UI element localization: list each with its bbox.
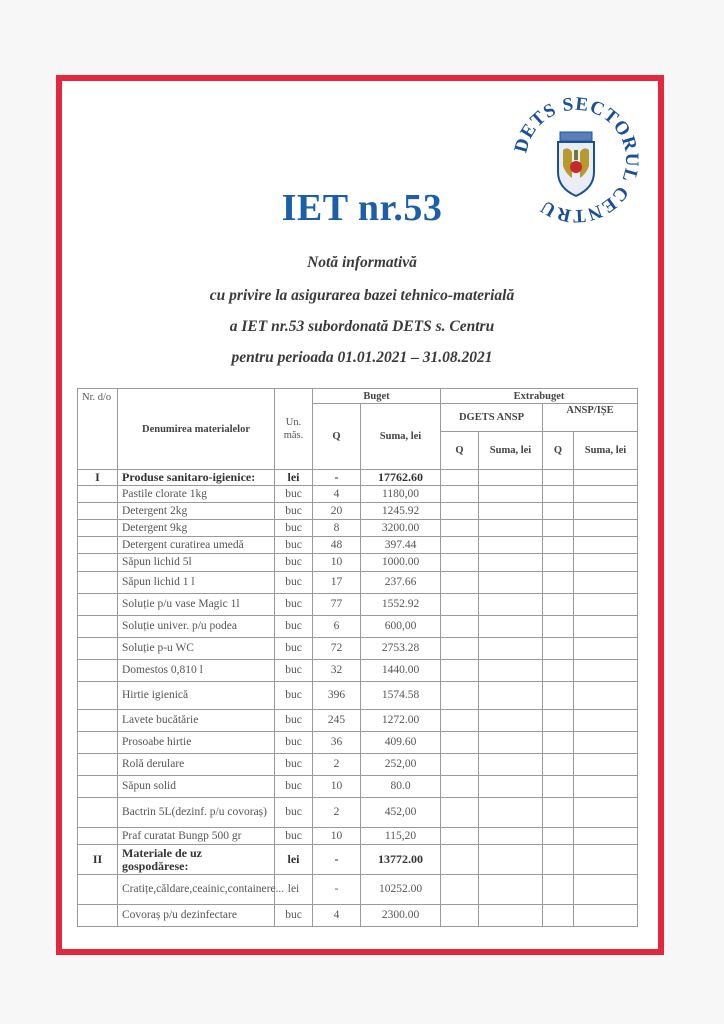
header-ansp-q: Q: [543, 432, 574, 470]
table-row: [78, 798, 638, 828]
row-number-cell: [78, 776, 118, 798]
unit-cell: buc: [275, 486, 313, 503]
buget-quantity-cell: 2: [313, 754, 361, 776]
ansp-quantity-cell: [543, 594, 574, 616]
ansp-quantity-cell: [543, 828, 574, 845]
unit-cell: buc: [275, 754, 313, 776]
dgets-quantity-cell: [441, 537, 479, 554]
table-row: [78, 710, 638, 732]
material-name-cell: Praf curatat Bungp 500 gr: [118, 828, 275, 845]
dgets-sum-cell: [479, 486, 543, 503]
dgets-quantity-cell: [441, 732, 479, 754]
dgets-sum-cell: [479, 537, 543, 554]
header-extrabuget: Extrabuget: [441, 389, 638, 404]
logo-ring-text: DETS SECTORUL CENTRU: [510, 93, 643, 227]
ansp-sum-cell: [574, 537, 638, 554]
material-name-cell: Săpun lichid 5l: [118, 554, 275, 572]
dgets-sum-cell: [479, 520, 543, 537]
material-name-cell: Materiale de uz gospodărese:: [118, 845, 275, 875]
table-row: [78, 905, 638, 927]
buget-quantity-cell: 396: [313, 682, 361, 710]
buget-sum-cell: 10252.00: [361, 875, 441, 905]
ansp-sum-cell: [574, 486, 638, 503]
ansp-sum-cell: [574, 828, 638, 845]
unit-cell: buc: [275, 572, 313, 594]
unit-cell: buc: [275, 798, 313, 828]
table-row: [78, 875, 638, 905]
dgets-sum-cell: [479, 710, 543, 732]
buget-quantity-cell: 6: [313, 616, 361, 638]
dgets-quantity-cell: [441, 616, 479, 638]
buget-quantity-cell: 2: [313, 798, 361, 828]
ansp-quantity-cell: [543, 660, 574, 682]
dgets-quantity-cell: [441, 572, 479, 594]
dgets-sum-cell: [479, 732, 543, 754]
ansp-sum-cell: [574, 616, 638, 638]
dgets-sum-cell: [479, 845, 543, 875]
ansp-sum-cell: [574, 682, 638, 710]
ansp-quantity-cell: [543, 616, 574, 638]
unit-cell: buc: [275, 776, 313, 798]
dgets-sum-cell: [479, 594, 543, 616]
ansp-quantity-cell: [543, 638, 574, 660]
row-number-cell: [78, 875, 118, 905]
row-number-cell: [78, 537, 118, 554]
table-row: [78, 594, 638, 616]
unit-cell: buc: [275, 520, 313, 537]
dgets-quantity-cell: [441, 594, 479, 616]
header-buget: Buget: [313, 389, 441, 404]
unit-cell: lei: [275, 845, 313, 875]
dgets-sum-cell: [479, 905, 543, 927]
buget-quantity-cell: -: [313, 875, 361, 905]
row-number-cell: [78, 660, 118, 682]
dgets-quantity-cell: [441, 520, 479, 537]
header-nr: Nr. d/o: [78, 389, 118, 470]
header-unit: Un. măs.: [275, 389, 313, 470]
header-ansp-suma: Suma, lei: [574, 432, 638, 470]
buget-quantity-cell: -: [313, 470, 361, 486]
row-number-cell: [78, 638, 118, 660]
unit-cell: buc: [275, 554, 313, 572]
dgets-quantity-cell: [441, 486, 479, 503]
ansp-sum-cell: [574, 905, 638, 927]
buget-quantity-cell: 245: [313, 710, 361, 732]
row-number-cell: [78, 710, 118, 732]
ansp-sum-cell: [574, 572, 638, 594]
material-name-cell: Soluție p-u WC: [118, 638, 275, 660]
dgets-quantity-cell: [441, 554, 479, 572]
table-row: [78, 520, 638, 537]
dgets-sum-cell: [479, 875, 543, 905]
dgets-quantity-cell: [441, 660, 479, 682]
buget-quantity-cell: 36: [313, 732, 361, 754]
buget-sum-cell: 17762.60: [361, 470, 441, 486]
material-name-cell: Covoraș p/u dezinfectare: [118, 905, 275, 927]
table-row: [78, 660, 638, 682]
dgets-quantity-cell: [441, 798, 479, 828]
dgets-sum-cell: [479, 754, 543, 776]
header-dgets-q: Q: [441, 432, 479, 470]
ansp-sum-cell: [574, 845, 638, 875]
buget-sum-cell: 1574.58: [361, 682, 441, 710]
buget-sum-cell: 115,20: [361, 828, 441, 845]
table-section-row: [78, 470, 638, 486]
unit-cell: buc: [275, 828, 313, 845]
row-number-cell: [78, 520, 118, 537]
table-row: [78, 554, 638, 572]
material-name-cell: Detergent curatirea umedă: [118, 537, 275, 554]
row-number-cell: [78, 828, 118, 845]
dgets-sum-cell: [479, 828, 543, 845]
row-number-cell: [78, 554, 118, 572]
buget-sum-cell: 409.60: [361, 732, 441, 754]
buget-sum-cell: 2753.28: [361, 638, 441, 660]
dgets-sum-cell: [479, 798, 543, 828]
material-name-cell: Pastile clorate 1kg: [118, 486, 275, 503]
dgets-quantity-cell: [441, 710, 479, 732]
dgets-sum-cell: [479, 682, 543, 710]
buget-sum-cell: 13772.00: [361, 845, 441, 875]
ansp-sum-cell: [574, 470, 638, 486]
unit-cell: buc: [275, 905, 313, 927]
material-name-cell: Soluție p/u vase Magic 1l: [118, 594, 275, 616]
materials-table: [77, 388, 638, 927]
ansp-sum-cell: [574, 594, 638, 616]
unit-cell: lei: [275, 875, 313, 905]
buget-sum-cell: 397.44: [361, 537, 441, 554]
material-name-cell: Hirtie igienică: [118, 682, 275, 710]
table-row: [78, 503, 638, 520]
material-name-cell: Cratițe,căldare,ceainic,containere...: [118, 875, 275, 905]
ansp-sum-cell: [574, 554, 638, 572]
table-row: [78, 616, 638, 638]
ansp-quantity-cell: [543, 798, 574, 828]
dgets-quantity-cell: [441, 638, 479, 660]
unit-cell: buc: [275, 682, 313, 710]
buget-sum-cell: 80.0: [361, 776, 441, 798]
table-row: [78, 486, 638, 503]
row-number-cell: [78, 616, 118, 638]
ansp-sum-cell: [574, 638, 638, 660]
ansp-quantity-cell: [543, 572, 574, 594]
material-name-cell: Lavete bucătărie: [118, 710, 275, 732]
buget-quantity-cell: 20: [313, 503, 361, 520]
table-row: [78, 828, 638, 845]
unit-cell: buc: [275, 710, 313, 732]
header-dgets: DGETS ANSP: [441, 404, 543, 432]
row-number-cell: [78, 572, 118, 594]
ansp-quantity-cell: [543, 905, 574, 927]
row-number-cell: [78, 503, 118, 520]
buget-quantity-cell: 17: [313, 572, 361, 594]
dgets-sum-cell: [479, 572, 543, 594]
ansp-quantity-cell: [543, 682, 574, 710]
table-row: [78, 537, 638, 554]
dgets-quantity-cell: [441, 776, 479, 798]
material-name-cell: Produse sanitaro-igienice:: [118, 470, 275, 486]
ansp-sum-cell: [574, 754, 638, 776]
buget-sum-cell: 1552.92: [361, 594, 441, 616]
dgets-quantity-cell: [441, 470, 479, 486]
buget-sum-cell: 2300.00: [361, 905, 441, 927]
material-name-cell: Rolă derulare: [118, 754, 275, 776]
table-row: [78, 732, 638, 754]
unit-cell: buc: [275, 616, 313, 638]
ansp-quantity-cell: [543, 710, 574, 732]
buget-sum-cell: 237.66: [361, 572, 441, 594]
row-number-cell: [78, 798, 118, 828]
table-row: [78, 572, 638, 594]
dgets-quantity-cell: [441, 682, 479, 710]
dgets-quantity-cell: [441, 754, 479, 776]
buget-sum-cell: 1000.00: [361, 554, 441, 572]
unit-cell: buc: [275, 638, 313, 660]
ansp-sum-cell: [574, 875, 638, 905]
dgets-sum-cell: [479, 616, 543, 638]
ansp-quantity-cell: [543, 554, 574, 572]
page-title: IET nr.53: [281, 187, 443, 229]
buget-sum-cell: 1440.00: [361, 660, 441, 682]
subtitle-line-3: a IET nr.53 subordonată DETS s. Centru: [229, 318, 495, 335]
unit-cell: buc: [275, 594, 313, 616]
buget-sum-cell: 3200.00: [361, 520, 441, 537]
ansp-sum-cell: [574, 520, 638, 537]
material-name-cell: Prosoabe hirtie: [118, 732, 275, 754]
ansp-quantity-cell: [543, 845, 574, 875]
buget-sum-cell: 452,00: [361, 798, 441, 828]
buget-quantity-cell: 32: [313, 660, 361, 682]
row-number-cell: II: [78, 845, 118, 875]
row-number-cell: [78, 594, 118, 616]
dgets-quantity-cell: [441, 905, 479, 927]
header-ansp: ANSP/IȘE: [543, 404, 638, 432]
ansp-quantity-cell: [543, 520, 574, 537]
ansp-sum-cell: [574, 660, 638, 682]
ansp-quantity-cell: [543, 537, 574, 554]
dgets-sum-cell: [479, 776, 543, 798]
dgets-sum-cell: [479, 503, 543, 520]
row-number-cell: [78, 905, 118, 927]
buget-sum-cell: 252,00: [361, 754, 441, 776]
ansp-quantity-cell: [543, 503, 574, 520]
material-name-cell: Bactrin 5L(dezinf. p/u covoraș): [118, 798, 275, 828]
dgets-sum-cell: [479, 470, 543, 486]
buget-quantity-cell: 4: [313, 905, 361, 927]
dgets-quantity-cell: [441, 828, 479, 845]
material-name-cell: Săpun solid: [118, 776, 275, 798]
row-number-cell: [78, 732, 118, 754]
buget-quantity-cell: -: [313, 845, 361, 875]
buget-sum-cell: 1272.00: [361, 710, 441, 732]
ansp-quantity-cell: [543, 486, 574, 503]
row-number-cell: [78, 486, 118, 503]
ansp-quantity-cell: [543, 776, 574, 798]
row-number-cell: [78, 754, 118, 776]
buget-quantity-cell: 72: [313, 638, 361, 660]
unit-cell: lei: [275, 470, 313, 486]
material-name-cell: Detergent 9kg: [118, 520, 275, 537]
buget-sum-cell: 1245.92: [361, 503, 441, 520]
table-body: [78, 470, 638, 927]
row-number-cell: [78, 682, 118, 710]
subtitle-line-2: cu privire la asigurarea bazei tehnico-materială: [209, 287, 515, 304]
ansp-quantity-cell: [543, 470, 574, 486]
ansp-sum-cell: [574, 710, 638, 732]
header-buget-q: Q: [313, 404, 361, 470]
ansp-quantity-cell: [543, 875, 574, 905]
buget-quantity-cell: 48: [313, 537, 361, 554]
header-dgets-suma: Suma, lei: [479, 432, 543, 470]
buget-quantity-cell: 10: [313, 776, 361, 798]
table-row: [78, 682, 638, 710]
unit-cell: buc: [275, 660, 313, 682]
subtitle-line-4: pentru perioada 01.01.2021 – 31.08.2021: [231, 349, 493, 366]
unit-cell: buc: [275, 537, 313, 554]
material-name-cell: Săpun lichid 1 l: [118, 572, 275, 594]
header-buget-suma: Suma, lei: [361, 404, 441, 470]
material-name-cell: Detergent 2kg: [118, 503, 275, 520]
ansp-sum-cell: [574, 776, 638, 798]
ansp-sum-cell: [574, 503, 638, 520]
ansp-quantity-cell: [543, 754, 574, 776]
buget-sum-cell: 600,00: [361, 616, 441, 638]
unit-cell: buc: [275, 503, 313, 520]
dgets-sum-cell: [479, 638, 543, 660]
table-row: [78, 776, 638, 798]
ansp-quantity-cell: [543, 732, 574, 754]
buget-quantity-cell: 10: [313, 554, 361, 572]
dgets-quantity-cell: [441, 845, 479, 875]
material-name-cell: Domestos 0,810 l: [118, 660, 275, 682]
buget-quantity-cell: 4: [313, 486, 361, 503]
buget-quantity-cell: 10: [313, 828, 361, 845]
dgets-quantity-cell: [441, 503, 479, 520]
header-name: Denumirea materialelor: [118, 389, 275, 470]
buget-sum-cell: 1180,00: [361, 486, 441, 503]
unit-cell: buc: [275, 732, 313, 754]
row-number-cell: I: [78, 470, 118, 486]
ansp-sum-cell: [574, 798, 638, 828]
subtitle-line-1: Notă informativă: [307, 254, 417, 271]
buget-quantity-cell: 8: [313, 520, 361, 537]
table-row: [78, 638, 638, 660]
table-row: [78, 754, 638, 776]
material-name-cell: Soluție univer. p/u podea: [118, 616, 275, 638]
dgets-quantity-cell: [441, 875, 479, 905]
ansp-sum-cell: [574, 732, 638, 754]
buget-quantity-cell: 77: [313, 594, 361, 616]
dgets-sum-cell: [479, 660, 543, 682]
table-section-row: [78, 845, 638, 875]
dgets-sum-cell: [479, 554, 543, 572]
